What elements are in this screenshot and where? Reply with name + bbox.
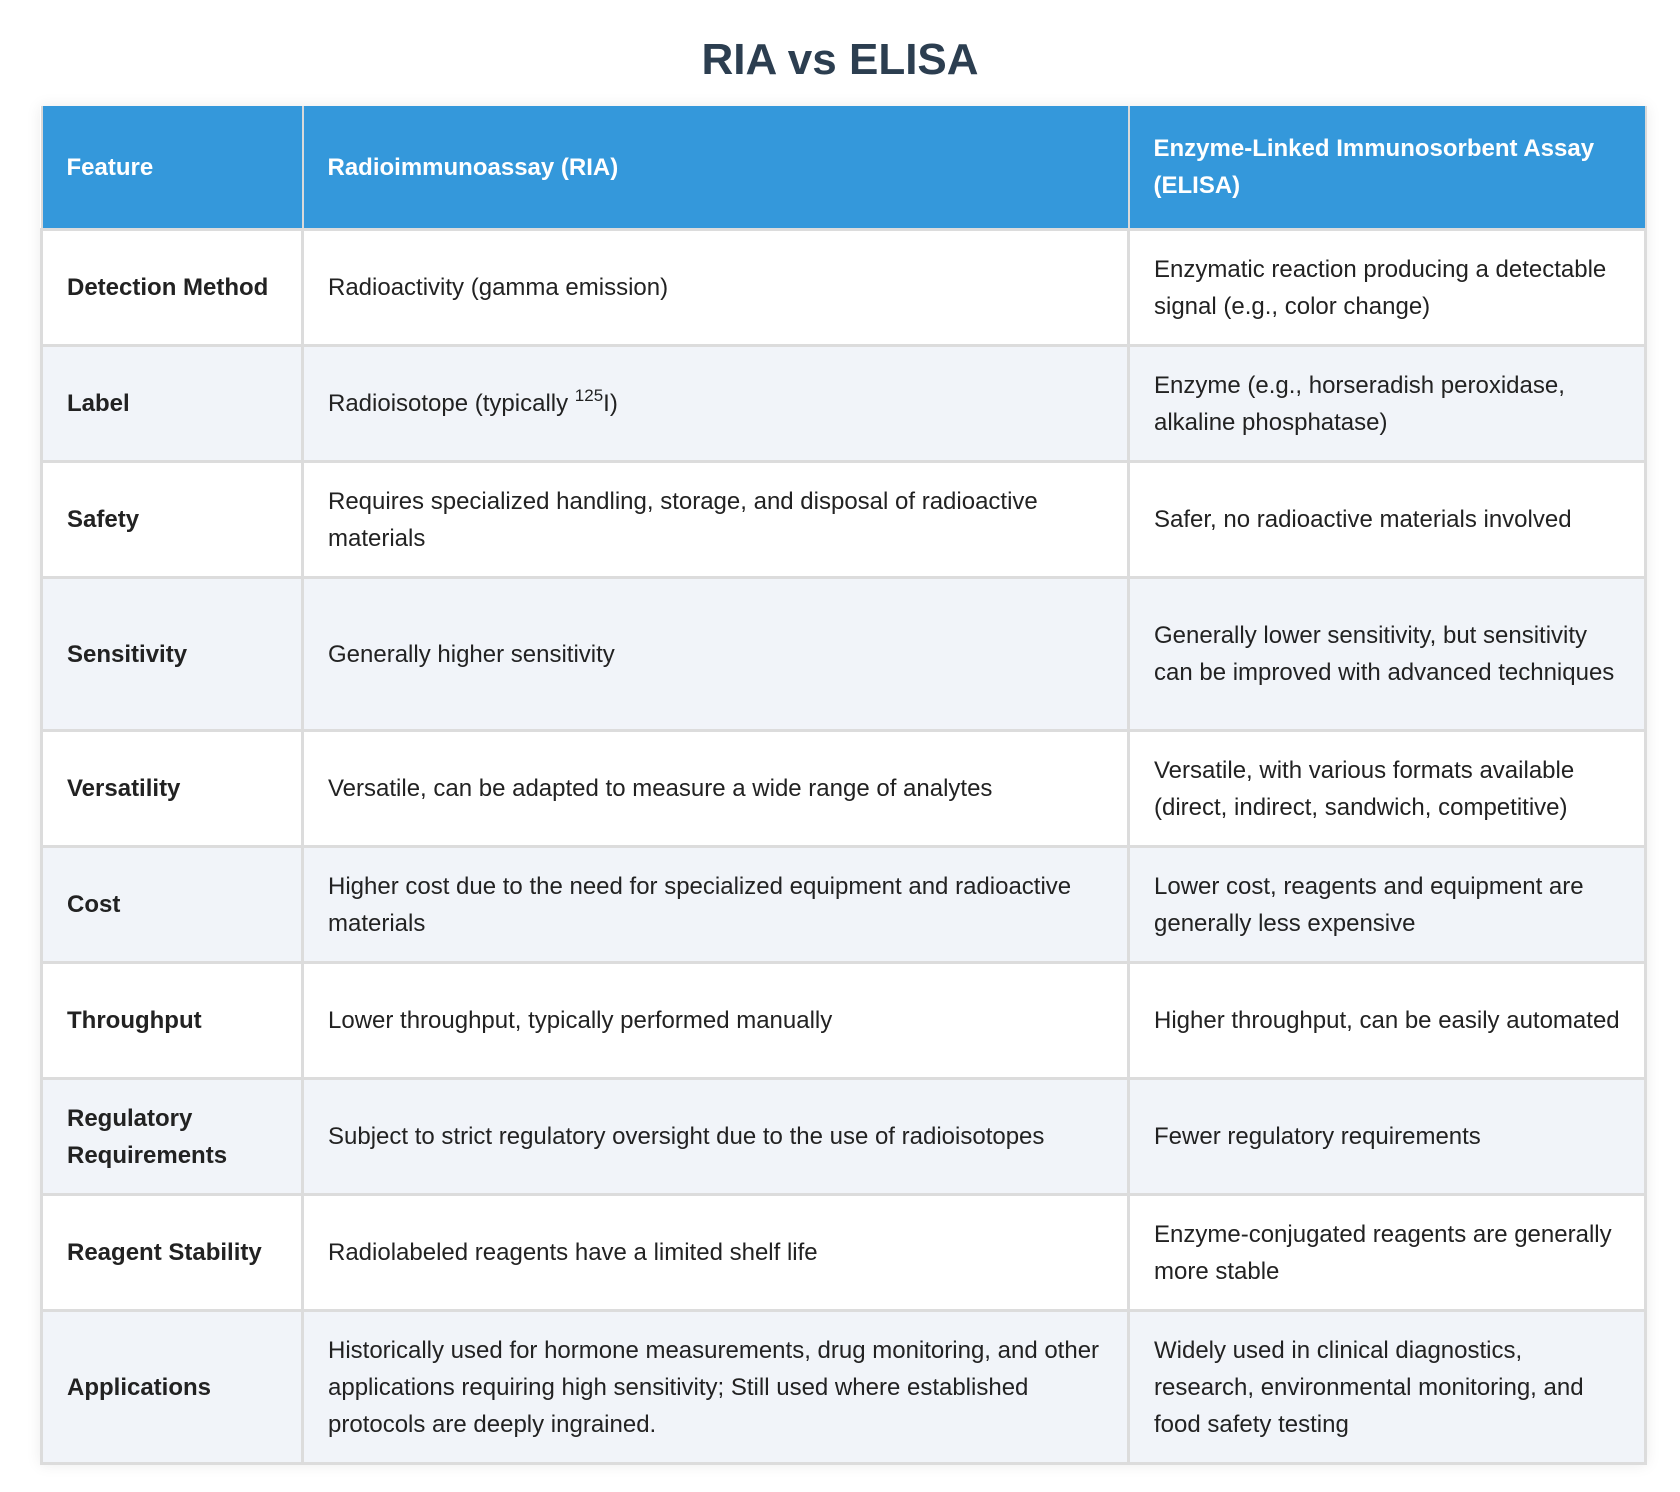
elisa-cell: Generally lower sensitivity, but sensitivity can be improved with advanced techniques: [1129, 578, 1646, 731]
ria-cell: Higher cost due to the need for specialized equipment and radioactive materials: [303, 847, 1129, 963]
table-row: [42, 1311, 1646, 1464]
ria-cell: [303, 346, 1129, 462]
table-row: [42, 578, 1646, 731]
ria-cell: Historically used for hormone measurements, drug monitoring, and other applications requiring high sensitivity; Still used where established protocols are deeply ingrained.: [303, 1311, 1129, 1464]
table-row: [42, 346, 1646, 462]
feature-cell: Cost: [42, 847, 303, 963]
elisa-cell: Widely used in clinical diagnostics, research, environmental monitoring, and food safety testing: [1129, 1311, 1646, 1464]
table-row: [42, 963, 1646, 1079]
table-row: [42, 847, 1646, 963]
feature-cell: Applications: [42, 1311, 303, 1464]
table-row: [42, 1079, 1646, 1195]
page-title: RIA vs ELISA: [701, 35, 979, 84]
feature-cell: Label: [42, 346, 303, 462]
isotope-mass-number: 125: [574, 386, 604, 405]
ria-cell: Generally higher sensitivity: [303, 578, 1129, 731]
table-header-row: [42, 106, 1646, 230]
feature-cell: Versatility: [42, 731, 303, 847]
ria-label-suffix: I): [603, 390, 618, 417]
table-row: [42, 462, 1646, 578]
elisa-cell: Higher throughput, can be easily automated: [1129, 963, 1646, 1079]
feature-cell: Reagent Stability: [42, 1195, 303, 1311]
header-elisa: Enzyme-Linked Immunosorbent Assay (ELISA): [1129, 106, 1646, 230]
ria-cell: Radioactivity (gamma emission): [303, 230, 1129, 346]
table-row: [42, 1195, 1646, 1311]
elisa-cell: Enzymatic reaction producing a detectable signal (e.g., color change): [1129, 230, 1646, 346]
feature-cell: Safety: [42, 462, 303, 578]
header-feature: Feature: [42, 106, 303, 230]
elisa-cell: Enzyme-conjugated reagents are generally more stable: [1129, 1195, 1646, 1311]
ria-cell: Requires specialized handling, storage, and disposal of radioactive materials: [303, 462, 1129, 578]
elisa-cell: Versatile, with various formats available (direct, indirect, sandwich, competitive): [1129, 731, 1646, 847]
feature-cell: Detection Method: [42, 230, 303, 346]
elisa-cell: Fewer regulatory requirements: [1129, 1079, 1646, 1195]
ria-label-prefix: Radioisotope (typically: [328, 390, 575, 417]
table-row: [42, 731, 1646, 847]
elisa-cell: Safer, no radioactive materials involved: [1129, 462, 1646, 578]
ria-cell: Versatile, can be adapted to measure a wide range of analytes: [303, 731, 1129, 847]
elisa-cell: Enzyme (e.g., horseradish peroxidase, alkaline phosphatase): [1129, 346, 1646, 462]
elisa-cell: Lower cost, reagents and equipment are generally less expensive: [1129, 847, 1646, 963]
ria-cell: Lower throughput, typically performed manually: [303, 963, 1129, 1079]
ria-cell: Subject to strict regulatory oversight due to the use of radioisotopes: [303, 1079, 1129, 1195]
table-row: [42, 230, 1646, 346]
feature-cell: Throughput: [42, 963, 303, 1079]
comparison-table: [40, 106, 1647, 1465]
header-ria: Radioimmunoassay (RIA): [303, 106, 1129, 230]
feature-cell: Sensitivity: [42, 578, 303, 731]
ria-cell: Radiolabeled reagents have a limited shelf life: [303, 1195, 1129, 1311]
feature-cell: Regulatory Requirements: [42, 1079, 303, 1195]
